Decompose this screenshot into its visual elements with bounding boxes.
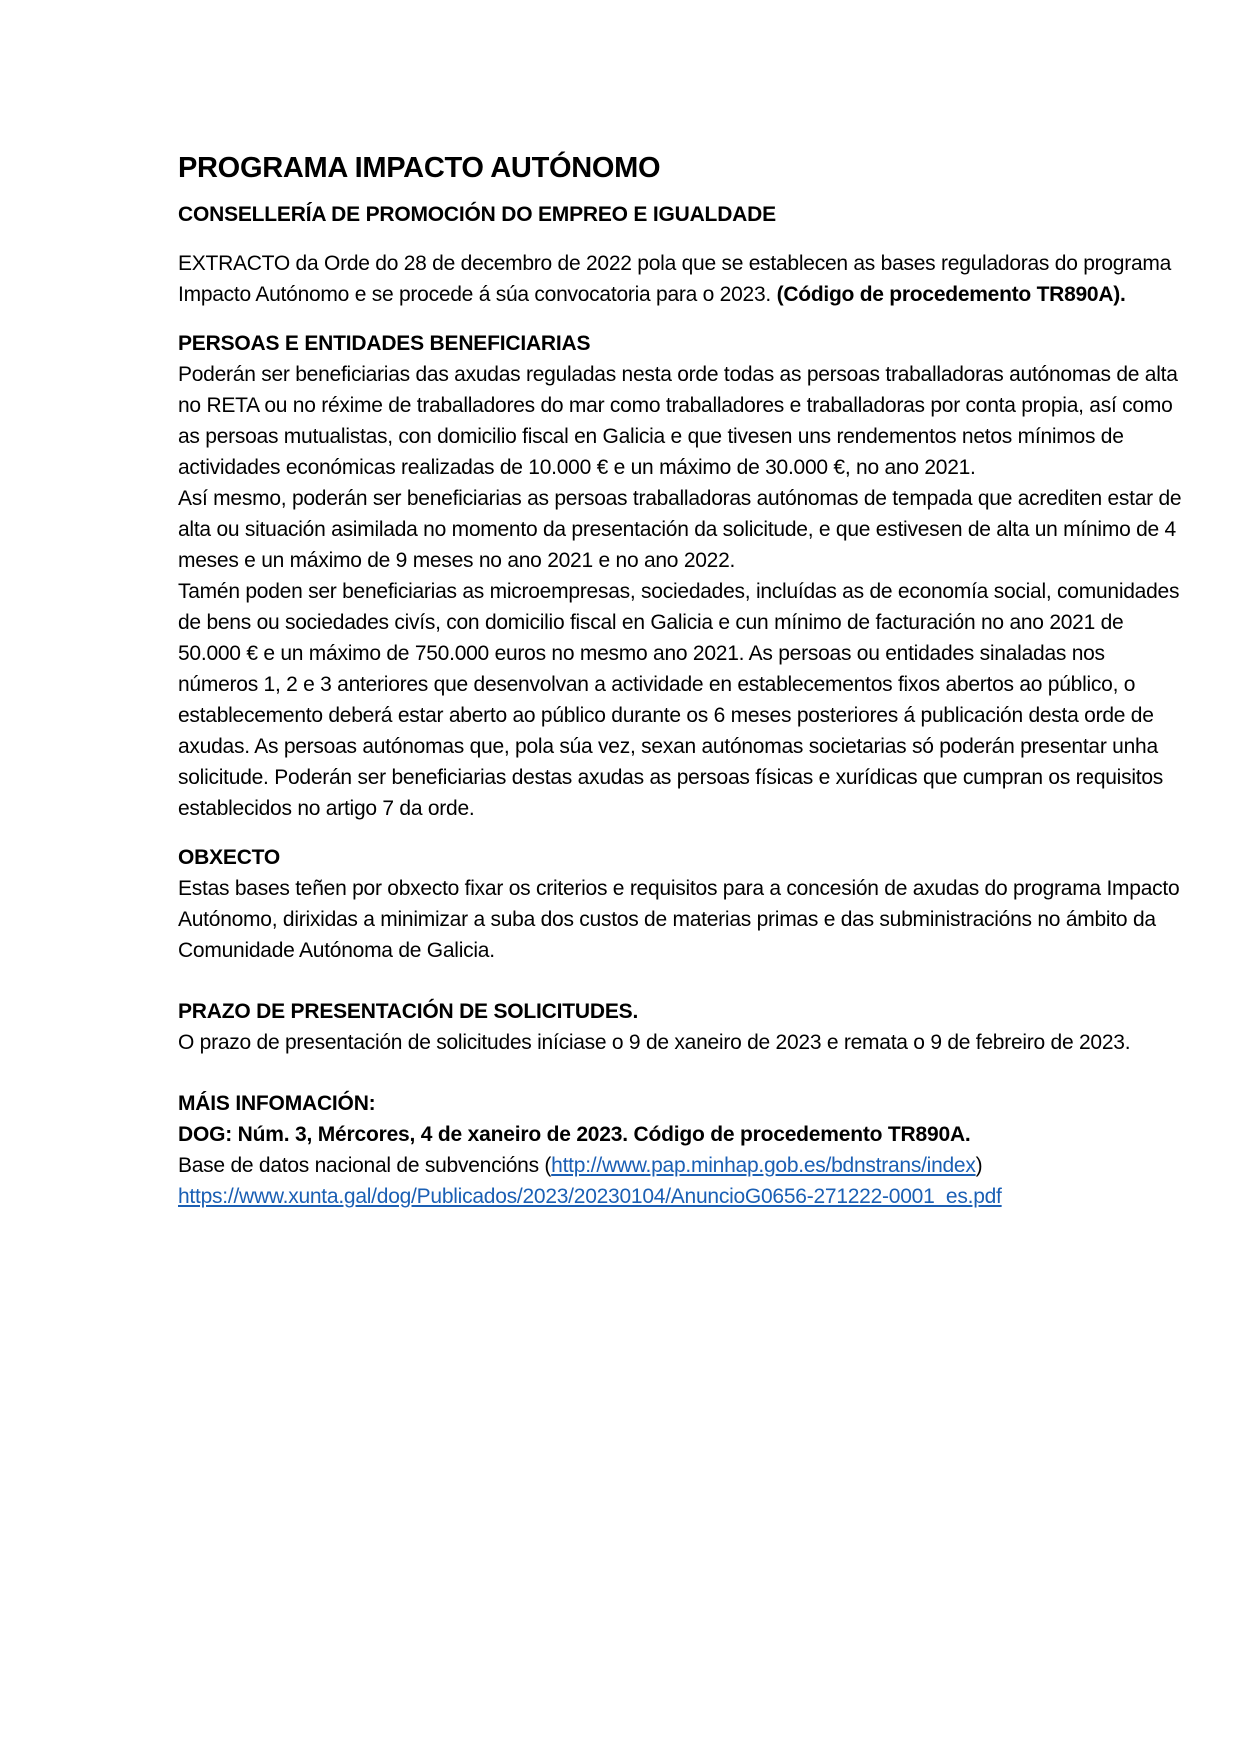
extract-text: EXTRACTO da Orde do 28 de decembro de 2022 pola que se establecen as bases reguladoras do programa Impacto Autónomo e se procede á súa convocatoria para o 2023. [178,252,1172,306]
beneficiaries-paragraph-1: Poderán ser beneficiarias das axudas reguladas nesta orde todas as persoas traballadoras autónomas de alta no RETA ou no réxime de traballadores do mar como traballadores e traballadoras por conta propia, así como as persoas mutualistas, con domicilio fiscal en Galicia e que tivesen uns rendementos netos mínimos de actividades económicas realizadas de 10.000 € e un máximo de 30.000 €, no ano 2021. [178,363,1178,479]
spacer [178,1058,1188,1088]
xunta-line [178,1181,1188,1212]
object-paragraph: Estas bases teñen por obxecto fixar os criterios e requisitos para a concesión de axudas do programa Impacto Autónomo, dirixidas a minimizar a suba dos custos de materias primas e das subministracións no ámbito da Comunidade Autónoma de Galicia. [178,877,1180,962]
beneficiaries-paragraph-3: Tamén poden ser beneficiarias as microempresas, sociedades, incluídas as de economía social, comunidades de bens ou sociedades civís, con domicilio fiscal en Galicia e cun mínimo de facturación no ano 2021 de 50.000 € e un máximo de 750.000 euros no mesmo ano 2021. As persoas ou entidades sinaladas nos números 1, 2 e 3 anteriores que desenvolvan a actividade en establecementos fixos abertos ao público, o establecemento deberá estar aberto ao público durante os 6 meses posteriores á publicación desta orde de axudas. As persoas autónomas que, pola súa vez, sexan autónomas societarias só poderán presentar unha solicitude. Poderán ser beneficiarias destas axudas as persoas físicas e xurídicas que cumpran os requisitos establecidos no artigo 7 da orde. [178,580,1180,820]
procedure-code: (Código de procedemento TR890A). [776,283,1126,306]
beneficiaries-paragraph-2: Así mesmo, poderán ser beneficiarias as persoas traballadoras autónomas de tempada que acrediten estar de alta ou situación asimilada no momento da presentación da solicitude, e que estivesen de alta un mínimo de 4 meses e un máximo de 9 meses no ano 2021 e no ano 2022. [178,487,1182,572]
object-heading: OBXECTO [178,846,281,869]
bdns-link[interactable]: http://www.pap.minhap.gob.es/bdnstrans/index [551,1154,976,1177]
document-body [178,148,1188,1212]
xunta-dog-link[interactable]: https://www.xunta.gal/dog/Publicados/2023/20230104/AnuncioG0656-271222-0001_es.pdf [178,1185,1002,1208]
bdns-suffix: ) [975,1154,983,1177]
document-title: PROGRAMA IMPACTO AUTÓNOMO [178,152,661,184]
spacer [178,966,1188,996]
extract-paragraph [178,248,1188,310]
dog-reference: DOG: Núm. 3, Mércores, 4 de xaneiro de 2023. Código de procedemento TR890A. [178,1123,971,1146]
info-heading: MÁIS INFOMACIÓN: [178,1092,376,1115]
bdns-prefix: Base de datos nacional de subvencións ( [178,1154,552,1177]
deadline-paragraph: O prazo de presentación de solicitudes iníciase o 9 de xaneiro de 2023 e remata o 9 de febreiro de 2023. [178,1031,1131,1054]
department-name: CONSELLERÍA DE PROMOCIÓN DO EMPREO E IGUALDADE [178,203,776,226]
bdns-line [178,1150,1188,1181]
deadline-heading: PRAZO DE PRESENTACIÓN DE SOLICITUDES. [178,1000,639,1023]
beneficiaries-heading: PERSOAS E ENTIDADES BENEFICIARIAS [178,332,591,355]
